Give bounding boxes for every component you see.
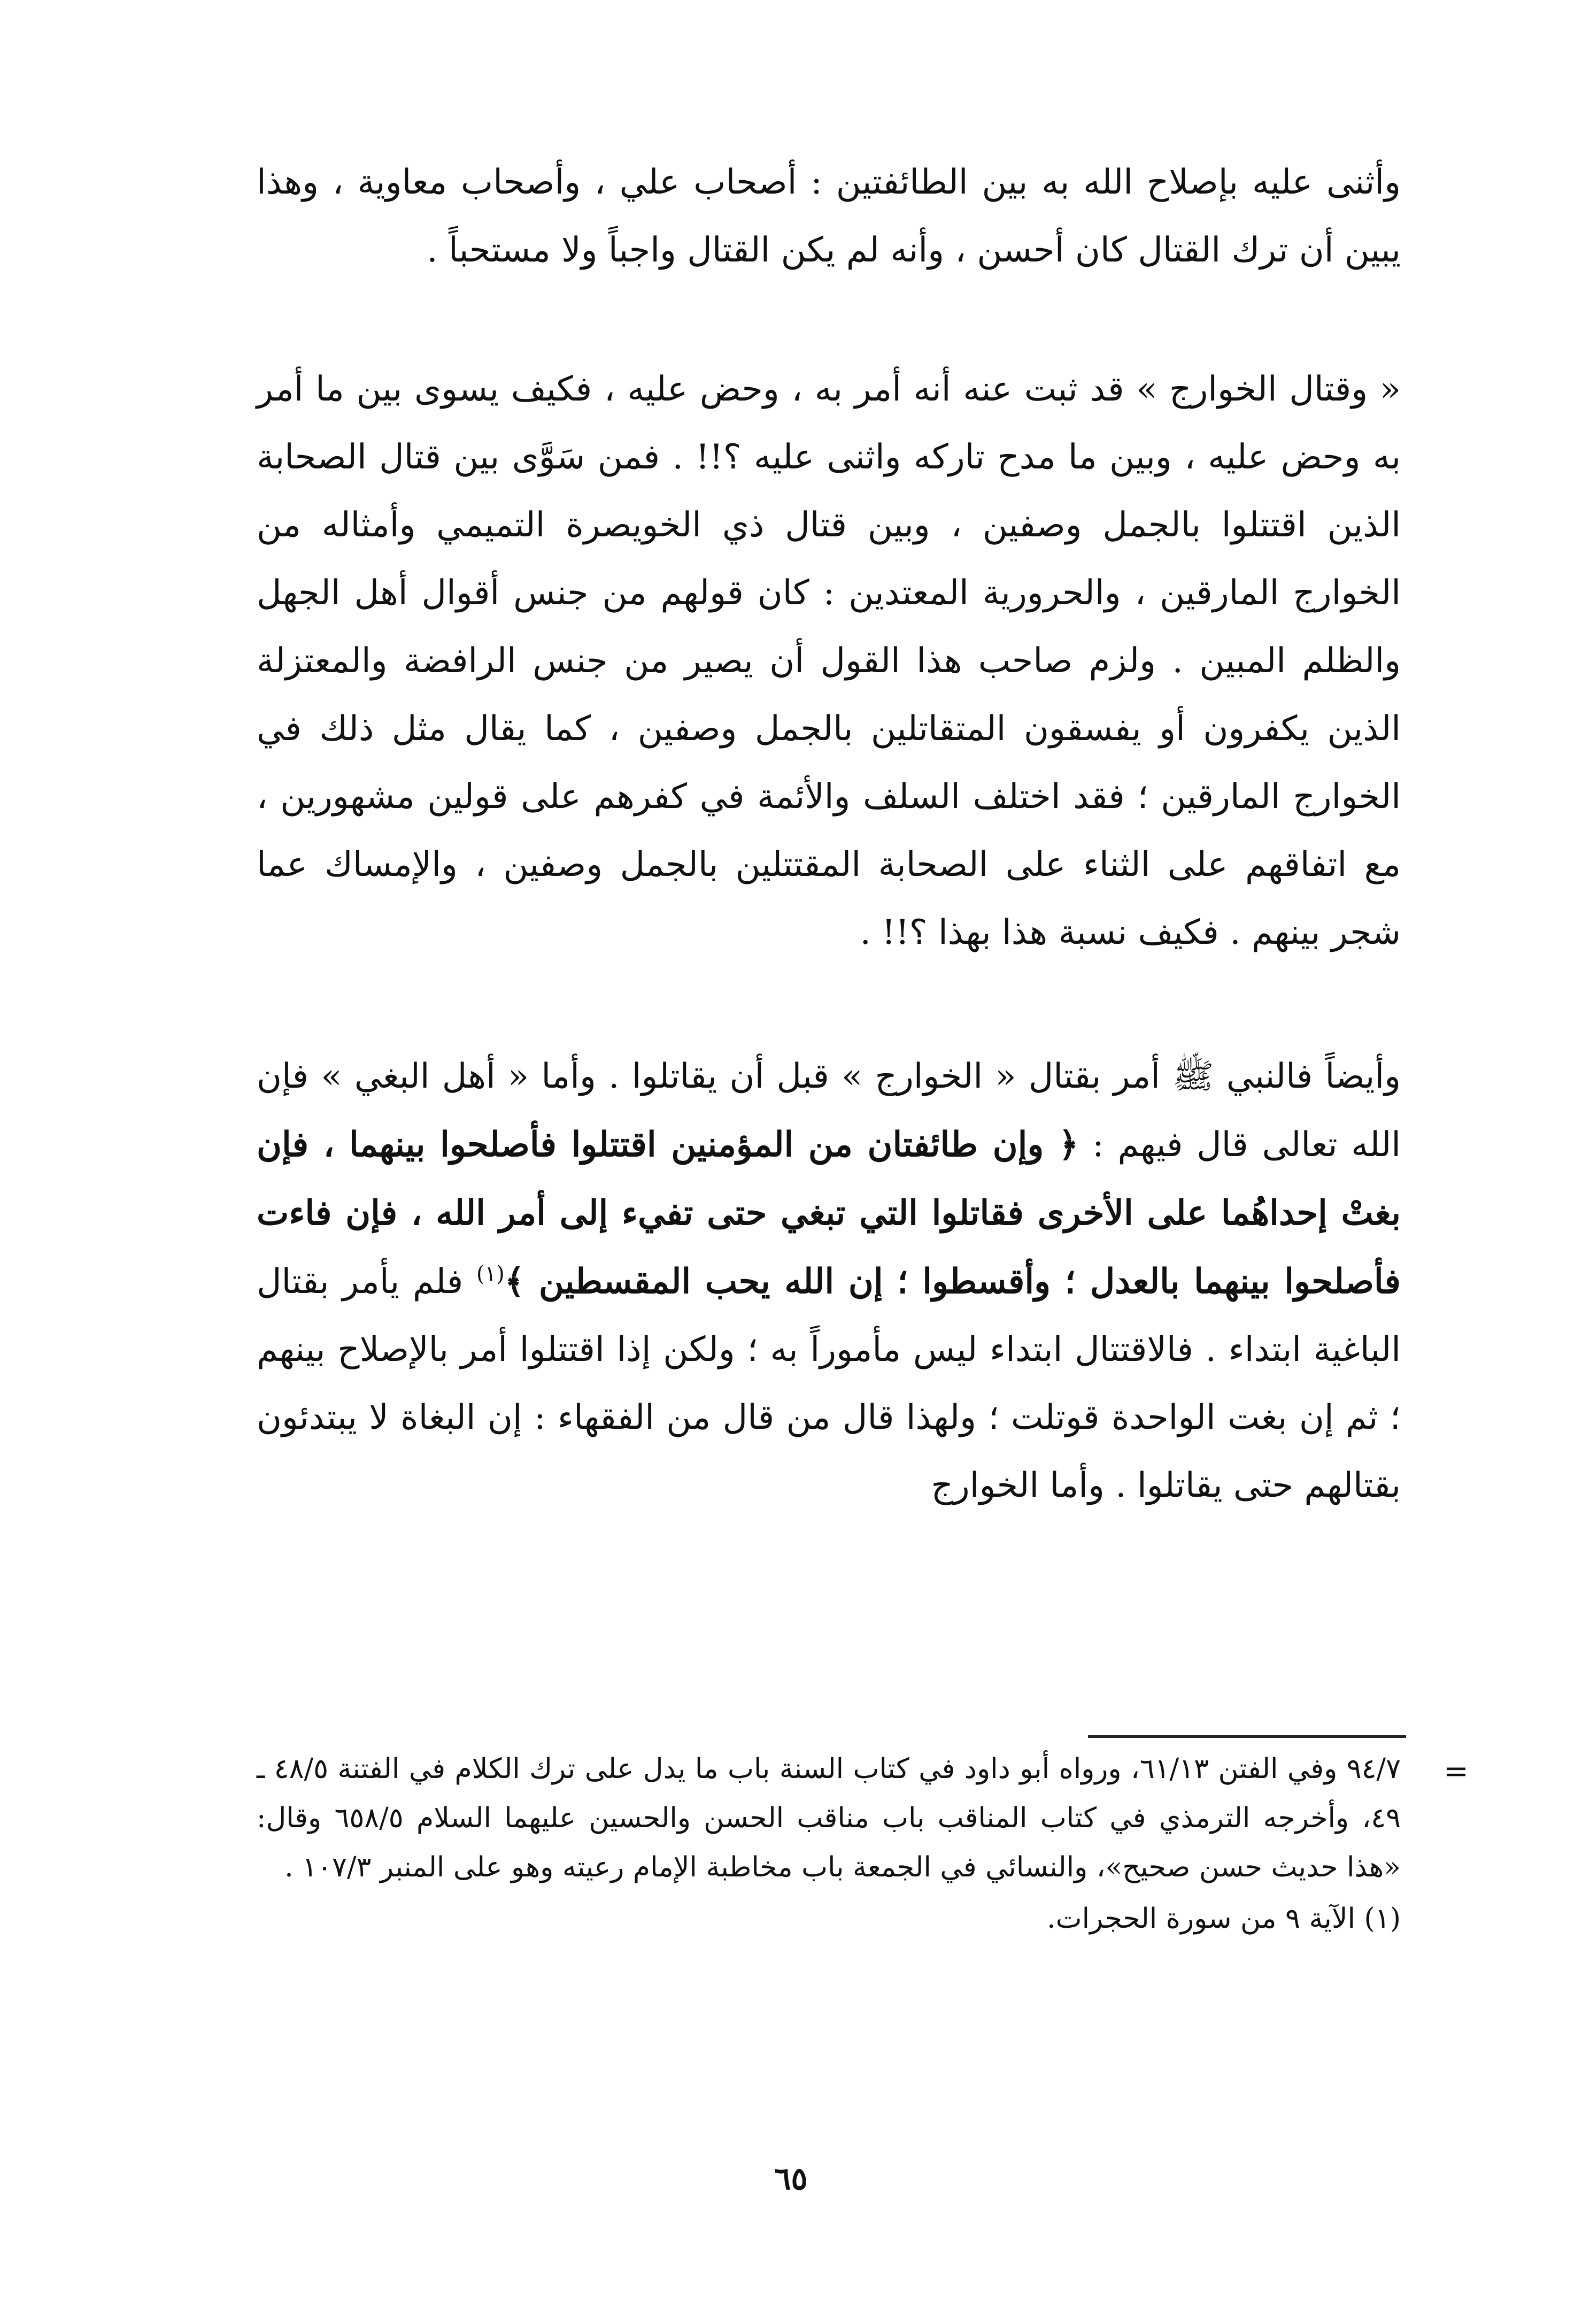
paragraph-3 [257, 1043, 1401, 1520]
paragraph-3-intro: وأيضاً فالنبي ﷺ أمر بقتال « الخوارج » قبل أن يقاتلوا . وأما « أهل البغي » فإن الله تعالى قال فيهم : [257, 1057, 1401, 1165]
footnotes [257, 1744, 1401, 1943]
quran-verse: ﴿ وإن طائفتان من المؤمنين اقتتلوا فأصلحوا بينهما ، فإن بغتْ إحداهُما على الأخرى فقاتلوا التي تبغي حتى تفيء إلى أمر الله ، فإن فاءت فأصلحوا بينهما بالعدل ؛ وأقسطوا ؛ إن الله يحب المقسطين ﴾ [257, 1125, 1401, 1302]
footnote-continuation-mark: = [1444, 1754, 1469, 1789]
footnote-continued: ٩٤/٧ وفي الفتن ٦١/١٣، ورواه أبو داود في كتاب السنة باب ما يدل على ترك الكلام في الفتنة ٤٨/٥ ـ ٤٩، وأخرجه الترمذي في كتاب المناقب باب مناقب الحسن والحسين عليهما السلام ٦٥٨/٥ وقال: «هذا حديث حسن صحيح»، والنسائي في الجمعة باب مخاطبة الإمام رعيته وهو على المنبر ١٠٧/٣ . [257, 1753, 1401, 1883]
paragraph-1: وأثنى عليه بإصلاح الله به بين الطائفتين : أصحاب علي ، وأصحاب معاوية ، وهذا يبين أن ترك القتال كان أحسن ، وأنه لم يكن القتال واجباً ولا مستحباً . [257, 163, 1401, 270]
footnote-reference: (١) [476, 1261, 505, 1287]
paragraph-3-continuation: فلم يأمر بقتال الباغية ابتداء . فالاقتتال ابتداء ليس مأموراً به ؛ ولكن إذا اقتتلوا أمر بالإصلاح بينهم ؛ ثم إن بغت الواحدة قوتلت ؛ ولهذا قال من قال من الفقهاء : إن البغاة لا يبتدئون بقتالهم حتى يقاتلوا . وأما الخوارج [257, 1262, 1401, 1505]
footnote-1: (١) الآية ٩ من سورة الحجرات. [1047, 1903, 1401, 1935]
paragraph-2: « وقتال الخوارج » قد ثبت عنه أنه أمر به ، وحض عليه ، فكيف يسوى بين ما أمر به وحض عليه ، وبين ما مدح تاركه واثنى عليه ؟!! . فمن سَوَّى بين قتال الصحابة الذين اقتتلوا بالجمل وصفين ، وبين قتال ذي الخويصرة التميمي وأمثاله من الخوارج المارقين ، والحرورية المعتدين : كان قولهم من جنس أقوال أهل الجهل والظلم المبين . ولزم صاحب هذا القول أن يصير من جنس الرافضة والمعتزلة الذين يكفرون أو يفسقون المتقاتلين بالجمل وصفين ، كما يقال مثل ذلك في الخوارج المارقين ؛ فقد اختلف السلف والأئمة في كفرهم على قولين مشهورين ، مع اتفاقهم على الثناء على الصحابة المقتتلين بالجمل وصفين ، والإمساك عما شجر بينهم . فكيف نسبة هذا بهذا ؟!! . [257, 370, 1401, 952]
footnote-separator [1088, 1735, 1406, 1738]
page-number: ٦٥ [774, 2160, 808, 2197]
